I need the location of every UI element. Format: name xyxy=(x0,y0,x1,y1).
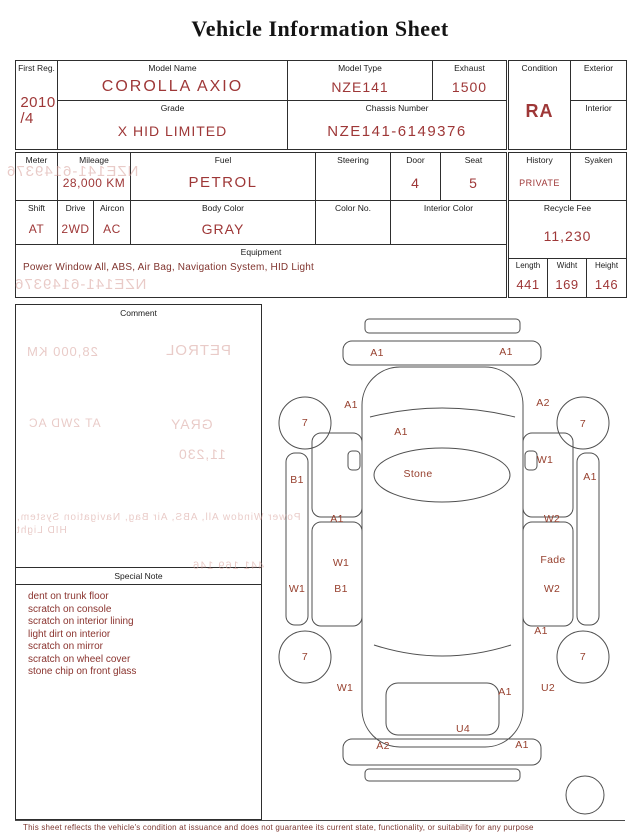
recycle-fee-value: 11,230 xyxy=(543,227,592,244)
left-front-door-panel xyxy=(312,433,362,517)
mileage-cell xyxy=(58,153,131,201)
fuel-cell xyxy=(131,153,316,201)
history-cell xyxy=(509,153,571,201)
model-type-value: NZE141 xyxy=(331,78,389,95)
condition-grade-value: RA xyxy=(525,100,554,121)
damage-label: A1 xyxy=(515,739,529,751)
recycle-fee-label: Recycle Fee xyxy=(543,203,592,213)
door-value: 4 xyxy=(411,174,420,191)
special-note-item: dent on trunk floor xyxy=(28,591,109,602)
equipment-cell xyxy=(16,245,506,297)
interior-color-label: Interior Color xyxy=(423,203,474,213)
damage-label: W2 xyxy=(543,513,561,525)
trunk xyxy=(386,683,499,735)
seat-label: Seat xyxy=(464,155,483,165)
windshield xyxy=(374,448,510,502)
mileage-value: 28,000 KM xyxy=(62,175,126,190)
chassis-number-value: NZE141-6149376 xyxy=(327,122,467,140)
special-note-item: light dirt on interior xyxy=(28,628,111,640)
model-type-cell xyxy=(288,61,433,101)
steering-cell xyxy=(316,153,391,201)
recycle-fee-cell xyxy=(509,201,626,259)
damage-label: A2 xyxy=(536,397,550,409)
bleed-through-text: AT 2WD AC xyxy=(28,416,101,430)
rear-bumper xyxy=(343,739,541,765)
damage-label: 7 xyxy=(579,418,587,430)
length-value: 441 xyxy=(516,276,540,292)
damage-label: Stone xyxy=(403,468,433,480)
length-label: Length xyxy=(515,261,541,270)
interior-label: Interior xyxy=(585,103,612,113)
spec-table xyxy=(15,152,507,298)
special-note-label: Special Note xyxy=(16,568,261,585)
special-note-item: scratch on console xyxy=(28,603,112,615)
special-note-section xyxy=(16,567,261,679)
damage-label: B1 xyxy=(290,474,304,486)
meter-label: Meter xyxy=(25,155,48,165)
width-cell xyxy=(548,259,587,297)
drive-label: Drive xyxy=(65,203,86,213)
damage-label: W1 xyxy=(288,583,306,595)
chassis-number-cell xyxy=(288,101,506,149)
body-color-cell xyxy=(131,201,316,245)
meter-cell xyxy=(16,153,58,201)
bleed-through-text: NZE141-6149376 xyxy=(14,276,147,293)
door-label: Door xyxy=(406,155,425,165)
damage-label: A2 xyxy=(376,740,390,752)
bleed-through-text: NZE141-6149376 xyxy=(6,163,139,180)
grade-label: Grade xyxy=(160,103,185,113)
disclaimer-text: This sheet reflects the vehicle's condition at issuance and does not guarantee its current state, functionality, or suitability for any purpose xyxy=(15,820,625,832)
right-front-door-panel xyxy=(523,433,573,517)
interior-cell xyxy=(571,101,626,149)
history-value: PRIVATE xyxy=(519,177,560,188)
vehicle-info-table xyxy=(15,60,507,150)
bleed-through-text: PETROL xyxy=(165,342,232,359)
damage-label: A1 xyxy=(394,426,408,438)
bleed-through-text: Power Window All, ABS, Air Bag, Navigation System, xyxy=(16,512,301,523)
drive-value: 2WD xyxy=(61,221,90,236)
right-rear-door-panel xyxy=(523,522,573,626)
condition-label: Condition xyxy=(521,63,558,73)
special-note-item: scratch on interior lining xyxy=(28,616,134,627)
car-damage-diagram xyxy=(270,315,615,820)
bleed-through-text: 28,000 KM xyxy=(26,344,98,359)
history-label: History xyxy=(526,155,553,165)
bleed-through-text: HID Light xyxy=(16,525,67,536)
fuel-label: Fuel xyxy=(214,155,232,165)
damage-label: 7 xyxy=(301,651,309,663)
bleed-through-text: GRAY xyxy=(170,416,213,432)
condition-table xyxy=(508,60,627,150)
exhaust-value: 1500 xyxy=(451,78,488,95)
damage-label: 7 xyxy=(579,651,587,663)
comment-label: Comment xyxy=(120,308,157,318)
model-name-value: COROLLA AXIO xyxy=(101,77,244,95)
damage-label: U2 xyxy=(540,682,556,694)
shift-cell xyxy=(16,201,58,245)
exterior-cell xyxy=(571,61,626,101)
model-type-label: Model Type xyxy=(338,63,382,73)
damage-label: 7 xyxy=(301,417,309,429)
color-no-cell xyxy=(316,201,391,245)
model-name-label: Model Name xyxy=(148,63,197,73)
equipment-label: Equipment xyxy=(240,247,282,257)
syaken-label: Syaken xyxy=(584,155,613,165)
color-no-label: Color No. xyxy=(335,203,371,213)
model-name-cell xyxy=(58,61,288,101)
spec-table-right xyxy=(508,152,627,298)
body-color-label: Body Color xyxy=(201,203,245,213)
comment-panel xyxy=(15,304,265,820)
spare-tire xyxy=(566,776,604,814)
damage-label: A1 xyxy=(344,399,358,411)
special-note-item: scratch on wheel cover xyxy=(28,653,131,665)
damage-label: U4 xyxy=(455,723,471,735)
aircon-value: AC xyxy=(103,221,121,236)
bleed-through-text: 11,230 xyxy=(178,446,226,462)
rear-trim-strip xyxy=(365,769,520,781)
exhaust-cell xyxy=(433,61,506,101)
width-value: 169 xyxy=(555,276,579,292)
right-mirror xyxy=(525,451,537,470)
condition-cell xyxy=(509,61,571,149)
damage-label: A1 xyxy=(330,513,344,525)
steering-label: Steering xyxy=(337,155,369,165)
height-cell xyxy=(587,259,626,297)
page-title: Vehicle Information Sheet xyxy=(191,16,449,41)
mileage-label: Mileage xyxy=(79,155,109,165)
damage-label: Fade xyxy=(540,554,566,566)
damage-label: A1 xyxy=(534,625,548,637)
exhaust-label: Exhaust xyxy=(454,63,485,73)
shift-label: Shift xyxy=(27,203,45,213)
grade-cell xyxy=(58,101,288,149)
hood-line xyxy=(370,408,515,417)
first-reg-value: 2010 /4 xyxy=(20,93,56,128)
length-cell xyxy=(509,259,548,297)
shift-value: AT xyxy=(28,221,45,236)
door-cell xyxy=(391,153,441,201)
chassis-number-label: Chassis Number xyxy=(365,103,429,113)
seat-cell xyxy=(441,153,506,201)
equipment-value: Power Window All, ABS, Air Bag, Navigation System, HID Light xyxy=(23,261,315,273)
rear-window-line xyxy=(374,645,511,656)
interior-color-cell xyxy=(391,201,506,245)
seat-value: 5 xyxy=(469,174,478,191)
special-note-item: stone chip on front glass xyxy=(28,666,137,677)
damage-label: W1 xyxy=(332,557,350,569)
special-note-item: scratch on mirror xyxy=(28,641,104,652)
grade-value: X HID LIMITED xyxy=(117,123,228,140)
body-color-value: GRAY xyxy=(201,220,245,237)
aircon-label: Aircon xyxy=(99,203,125,213)
left-mirror xyxy=(348,451,360,470)
car-diagram-svg xyxy=(270,315,615,820)
first-reg-label: First Reg. xyxy=(18,63,55,73)
damage-label: W2 xyxy=(543,583,561,595)
front-trim-strip xyxy=(365,319,520,333)
drive-cell xyxy=(58,201,94,245)
damage-label: A1 xyxy=(370,347,384,359)
damage-label: W1 xyxy=(336,682,354,694)
left-rear-door-panel xyxy=(312,522,362,626)
width-label: Widht xyxy=(556,261,578,270)
bleed-through-text: 441 169 146 xyxy=(192,560,265,572)
first-reg-cell xyxy=(16,61,58,149)
damage-label: B1 xyxy=(334,583,348,595)
damage-label: A1 xyxy=(498,686,512,698)
height-label: Height xyxy=(594,261,619,270)
aircon-cell xyxy=(94,201,131,245)
damage-label: A1 xyxy=(583,471,597,483)
syaken-cell xyxy=(571,153,626,201)
damage-label: A1 xyxy=(499,346,513,358)
height-value: 146 xyxy=(594,276,619,292)
exterior-label: Exterior xyxy=(583,63,614,73)
damage-label: W1 xyxy=(536,454,554,466)
special-note-list xyxy=(16,585,261,679)
fuel-value: PETROL xyxy=(188,174,258,192)
